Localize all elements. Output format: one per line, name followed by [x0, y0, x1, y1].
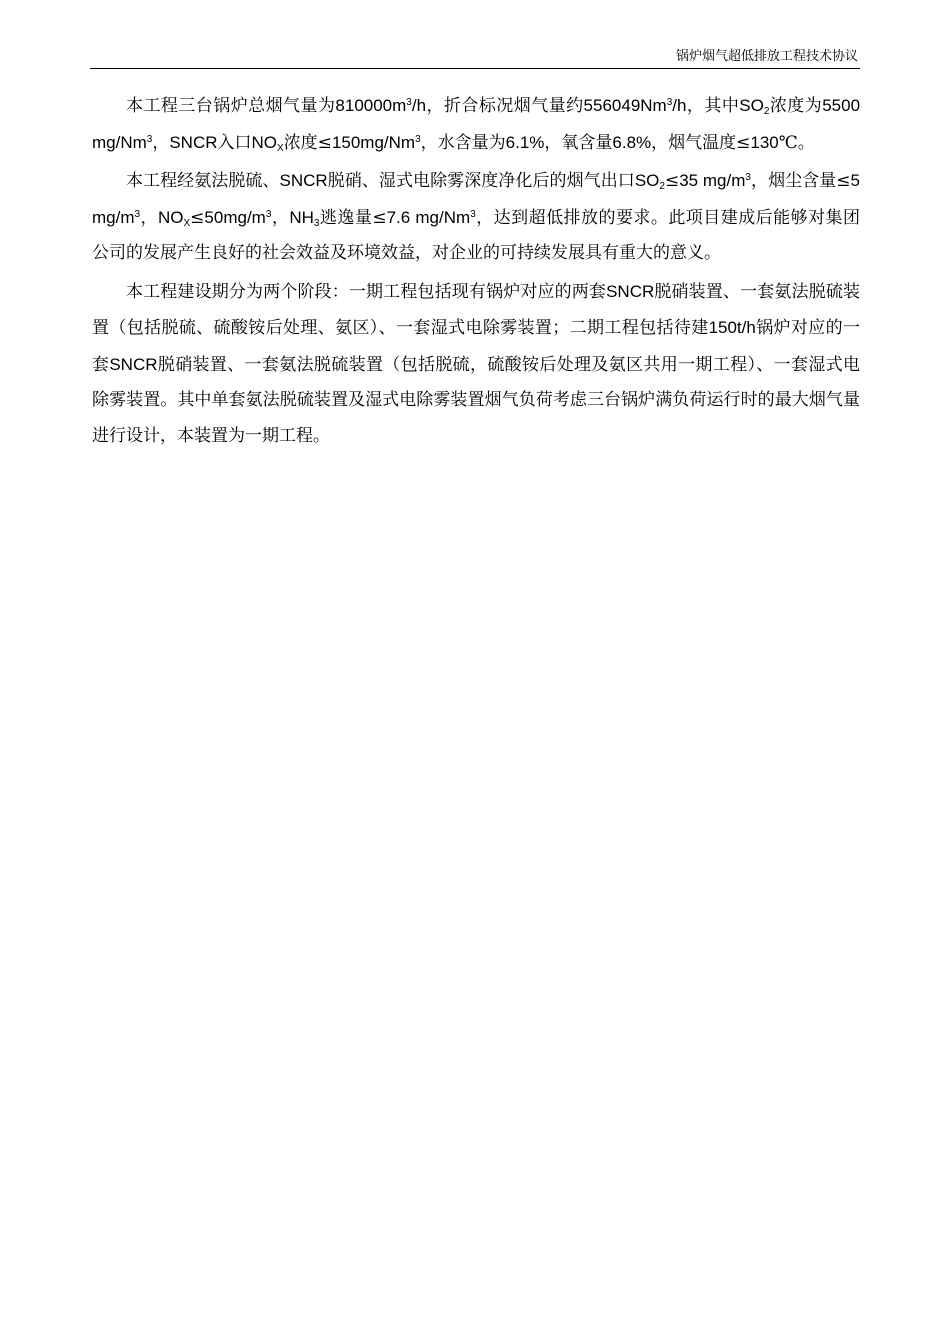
text-run: 7.6 mg/Nm	[386, 207, 471, 227]
text-run: 810000m	[335, 96, 407, 115]
text-run: 6.1%	[505, 132, 545, 152]
text-run: NO	[158, 207, 184, 227]
text-run: 150t/h	[708, 318, 756, 337]
text-run: ，水含量为	[420, 132, 506, 153]
text-run: SNCR	[169, 132, 218, 152]
subscript: X	[277, 142, 284, 154]
text-run: 浓度为	[769, 96, 823, 116]
subscript: X	[183, 217, 191, 229]
text-run: 556049Nm	[583, 96, 667, 115]
subscript: 3	[313, 217, 320, 229]
text-run: ，其中	[686, 96, 740, 116]
text-run: SNCR	[279, 171, 328, 190]
text-run: SNCR	[109, 354, 158, 374]
superscript: 3	[265, 208, 272, 220]
text-run: ，烟尘含量≤	[750, 171, 851, 191]
text-run: 锅炉对应的一套	[92, 318, 861, 375]
text-run: 35 mg/m	[679, 171, 746, 190]
superscript: 3	[415, 133, 421, 145]
text-run: ≤	[664, 171, 680, 191]
superscript: 3	[745, 172, 751, 183]
text-run: SNCR	[606, 281, 655, 301]
text-run: SO	[634, 171, 660, 190]
text-run: 脱硝、湿式电除雾深度净化后的烟气出口	[327, 171, 635, 191]
text-run: ，氧含量	[544, 132, 613, 153]
document-body	[92, 88, 860, 456]
text-run: NO	[251, 132, 278, 152]
superscript: 3	[146, 133, 153, 145]
text-run: /h	[411, 96, 427, 115]
text-run: ，折合标况烟气量约	[426, 96, 584, 116]
text-run: ≤	[190, 207, 205, 228]
text-run: 5500mg/Nm	[92, 96, 861, 152]
subscript: 2	[659, 181, 665, 192]
text-run: 150mg/Nm	[331, 132, 416, 152]
superscript: 3	[134, 208, 141, 220]
text-run: ，	[152, 132, 170, 153]
text-run: 5 mg/m	[92, 171, 861, 227]
text-run: 逃逸量≤	[319, 207, 387, 228]
text-run: 本工程建设期分为两个阶段：一期工程包括现有锅炉对应的两套	[126, 281, 607, 302]
paragraph-flue-gas-parameters	[92, 88, 860, 161]
text-run: ℃。	[778, 132, 815, 153]
text-run: 130	[750, 132, 779, 152]
text-run: 本工程三台锅炉总烟气量为	[126, 96, 336, 116]
text-run: 本工程经氨法脱硫、	[126, 171, 280, 191]
text-run: ，	[271, 207, 290, 228]
paragraph-construction-phases	[92, 274, 860, 455]
text-run: 入口	[217, 132, 252, 153]
paragraph-emission-targets	[92, 163, 860, 272]
subscript: 2	[763, 106, 770, 117]
text-run: ，达到超低排放的要求。此项目建成后能够对集团公司的发展产生良好的社会效益及环境效益，对企业的可持续发展具有重大的意义。	[92, 207, 861, 263]
text-run: 浓度≤	[283, 132, 332, 153]
superscript: 3	[406, 97, 412, 108]
text-run: 脱硝装置、一套氨法脱硫装置（包括脱硫，硫酸铵后处理及氨区共用一期工程）、一套湿式电除雾装置。其中单套氨法脱硫装置及湿式电除雾装置烟气负荷考虑三台锅炉满负荷运行时的最大烟气量进行设计，本装置为一期工程。	[92, 354, 861, 446]
text-run: ，烟气温度≤	[651, 132, 751, 153]
text-run: 50mg/m	[204, 207, 266, 227]
text-run: NH	[289, 207, 314, 227]
text-run: /h	[672, 96, 687, 115]
text-run: 6.8%	[612, 132, 652, 152]
text-run: ，	[140, 207, 158, 228]
superscript: 3	[666, 97, 673, 108]
header-title: 锅炉烟气超低排放工程技术协议	[675, 49, 858, 64]
page-header	[90, 50, 860, 69]
text-run: SO	[739, 96, 764, 115]
superscript: 3	[470, 208, 476, 220]
text-run: 脱硝装置、一套氨法脱硫装置（包括脱硫、硫酸铵后处理、氨区）、一套湿式电除雾装置；二期工程包括待建	[92, 281, 860, 338]
